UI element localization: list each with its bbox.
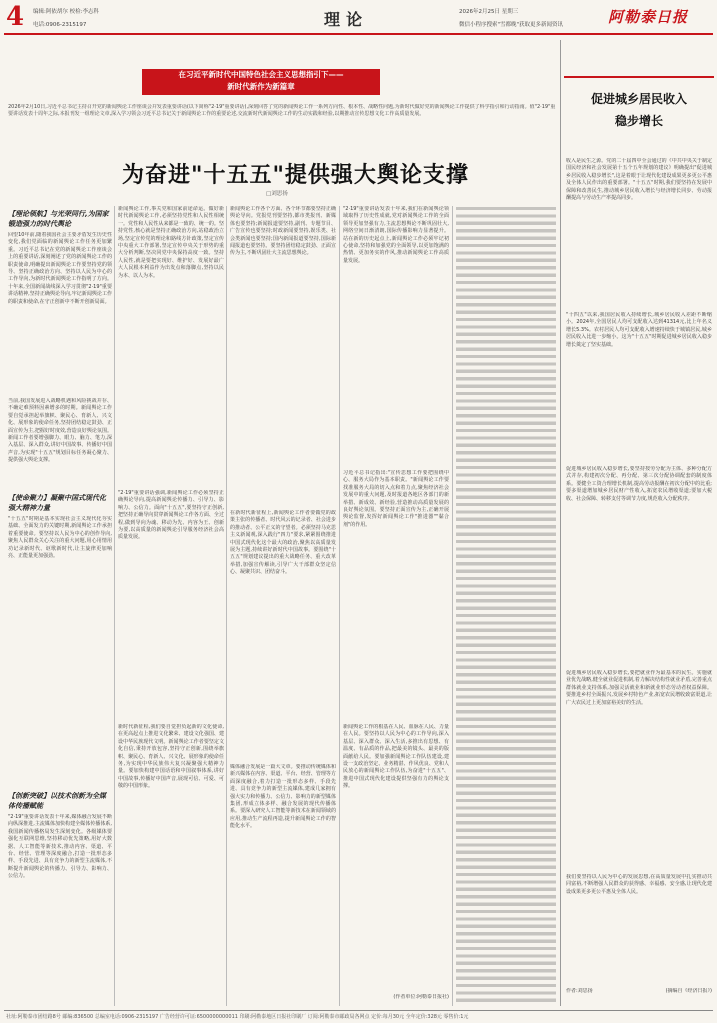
byline: □刘思扬 <box>266 191 288 197</box>
section-title: 理论 <box>324 10 369 29</box>
column-4-paragraph-1: "2·19"重要讲话发表十年来,我们在新闻舆论领域取得了历史性成就,党对新闻舆论工作的全面领导更加坚强有力,主流思想舆论不断巩固壮大,网络空间日渐清朗,国际传播影响力显著提升。站在新的历史起点上,新闻舆论工作必须牢记初心使命,坚持和加强党的全面领导,以更加饱满的热情、更加务实的作风,推动新闻舆论工作高质量发展。 <box>343 206 449 264</box>
column-2-paragraph-2: "2·19"重要讲话强调,新闻舆论工作必须坚持正确舆论导向,提高新闻舆论传播力、引导力、影响力、公信力。面向"十五五",要坚持守正创新,把坚持正确导向贯穿新闻舆论工作各方面、全过程,做到导向为魂、移动为先、内容为王、创新为要,以高质量的新闻舆论引导服务经济社会高质量发展。 <box>118 490 224 541</box>
column-divider <box>339 206 340 1006</box>
column-1-paragraph-2: 当前,我国发展进入战略机遇和风险挑战并存、不确定难预料因素增多的时期。新闻舆论工作要自觉承担起举旗帜、聚民心、育新人、兴文化、展形象的使命任务,坚持团结稳定鼓劲、正面宣传为主,把握好时度效,营造良好舆论氛围。新闻工作者要增强脚力、眼力、脑力、笔力,深入基层、深入群众,讲好中国故事、传播好中国声音,为实现"十五五"规划目标任务凝心聚力、提供强大舆论支撑。 <box>8 398 112 464</box>
subhead-2: 【使命聚力】凝聚中国式现代化强大精神力量 <box>8 494 106 512</box>
column-divider <box>114 206 115 1006</box>
banner-line-1: 在习近平新时代中国特色社会主义思想指引下—— <box>178 70 344 79</box>
page-number: 4 <box>6 2 25 32</box>
column-1-paragraph-4: "2·19"重要讲话发表十年来,媒体融合发展不断向纵深推进,主流媒体加快构建全媒体传播体系,我国新闻传播格局发生深刻变化。各级媒体要强化互联网思维,坚持移动优先策略,用好大数据、人工智能等新技术,推动内容、渠道、平台、经营、管理等深度融合,打造一批形态多样、手段先进、具有竞争力的新型主流媒体,不断提升新闻舆论的传播力、引导力、影响力、公信力。 <box>8 814 112 880</box>
sidebar-paragraph-3: 促进城乡居民收入稳步增长,要坚持按劳分配为主体、多种分配方式并存,构建初次分配、再分配、第三次分配协调配套的制度体系。要健全工资合理增长机制,提高劳动报酬在初次分配中的比重;要多渠道增加城乡居民财产性收入,拓宽农民增收渠道;要加大税收、社会保障、转移支付等调节力度,规范收入分配秩序。 <box>566 466 712 502</box>
sidebar-divider <box>560 40 561 1006</box>
column-divider <box>226 206 227 1006</box>
sidebar-article-title <box>572 88 706 132</box>
footer-rule <box>4 1010 713 1011</box>
banner-line-2: 新时代新作为新篇章 <box>227 82 295 91</box>
author-affiliation: (作者单位:阿勒泰日报社) <box>393 994 449 1000</box>
scan-line: 微信小程序搜索"雪都晚"获取更多新闻资讯 <box>459 22 564 28</box>
phone-line: 电话:0906-2315197 <box>33 22 87 28</box>
column-divider <box>452 206 453 1006</box>
sidebar-paragraph-1: 收入是民生之源。党的二十届四中全会通过的《中共中央关于制定国民经济和社会发展第十五个五年规划的建议》明确提出"促进城乡居民收入稳步增长",这是着眼于让现代化建设成果更多更公平惠及全体人民作出的重要部署。"十五五"时期,我们要坚持在发展中保障和改善民生,推动城乡居民收入增长与经济增长同步、劳动报酬提高与劳动生产率提高同步。 <box>566 158 712 202</box>
date-line: 2026年2月25日 星期三 <box>459 9 519 15</box>
sidebar-title-line-1: 促进城乡居民收入 <box>590 92 687 106</box>
column-1-paragraph-3: "十五五"时期是基本实现社会主义现代化夯实基础、全面发力的关键时期,新闻舆论工作承担着重要使命。要坚持以人民为中心的创作导向,聚焦人民群众关心关注的重大问题,用心用情用功记录新时代、讴歌新时代,让主旋律更加响亮、正能量更加强劲。 <box>8 516 112 560</box>
subhead-1: 【理论领航】与光荣同行,为国家锻造强力的时代舆论 <box>8 210 109 228</box>
column-4-paragraph-2: 习近平总书记指出:"宣传思想工作要把围绕中心、服务大局作为基本职责。"新闻舆论工作要找准服务大局的切入点和着力点,聚焦经济社会发展中的重大问题,及时报道各地区各部门的新举措、新成效、新经验,营造推动高质量发展的良好舆论氛围。要坚持正面宣传为主,正确开展舆论监督,发挥好新闻舆论工作"推进器""黏合剂"的作用。 <box>343 470 449 528</box>
continued-text-block <box>456 206 556 1002</box>
column-3-paragraph-1: 新闻舆论工作各个方面、各个环节都要坚持正确舆论导向。党报党刊要坚持,都市类报刊、新媒体也要坚持;新闻报道要坚持,副刊、专题节目、广告宣传也要坚持;时政新闻要坚持,娱乐类、社会类新闻也要坚持;国内新闻报道要坚持,国际新闻报道也要坚持。要坚持团结稳定鼓劲、正面宣传为主,不断巩固壮大主流思想舆论。 <box>230 206 336 257</box>
column-2-paragraph-1: 新闻舆论工作,事关党和国家前途命运。做好新时代新闻舆论工作,必须坚持党性和人民性相统一。党性和人民性从来都是一致的、统一的。坚持党性,核心就是坚持正确政治方向,站稳政治立场,坚定宣传党的理论和路线方针政策,坚定宣传中央重大工作部署,坚定宣传中央关于形势的重大分析判断,坚决同党中央保持高度一致。坚持人民性,就是要把实现好、维护好、发展好最广大人民根本利益作为出发点和落脚点,坚持以民为本、以人为本。 <box>118 206 224 279</box>
header-rule <box>4 33 713 35</box>
sidebar-title-line-2: 稳步增长 <box>614 114 663 128</box>
column-3-paragraph-3: 媒体融合发展是一篇大文章。要推动传统媒体和新兴媒体在内容、渠道、平台、经营、管理等方面深度融合,着力打造一批形态多样、手段先进、具有竞争力的新型主流媒体,建成几家拥有强大实力和传播力、公信力、影响力的新型媒体集团,形成立体多样、融合发展的现代传播体系。要深入研究人工智能等新技术在新闻领域的应用,推动生产流程再造,提升新闻舆论工作的智能化水平。 <box>230 764 336 830</box>
column-2-paragraph-3: 新时代新征程,我们要自觉担负起新的文化使命,在更高起点上推进文化繁荣、建设文化强国、建设中华民族现代文明。新闻舆论工作者要坚定文化自信,秉持开放包容,坚持守正创新,围绕举旗帜、聚民心、育新人、兴文化、展形象的使命任务,为实现中华民族伟大复兴凝聚强大精神力量。要加快构建中国话语和中国叙事体系,讲好中国故事,传播好中国声音,展现可信、可爱、可敬的中国形象。 <box>118 724 224 790</box>
editor-line: 编辑:阿依胡尔 校检:李志科 <box>33 9 99 15</box>
column-4-paragraph-3: 新闻舆论工作的根基在人民、血脉在人民、力量在人民。要坚持以人民为中心的工作导向,深入基层、深入群众、深入生活,多推出有思想、有温度、有品质的作品,把最美的镜头、最美的版面献给人民。要加强新闻舆论工作队伍建设,建设一支政治坚定、业务精湛、作风优良、党和人民放心的新闻舆论工作队伍,为奋进"十五五"、推进中国式现代化建设提供坚强有力的舆论支撑。 <box>343 724 449 790</box>
sidebar-paragraph-4: 促进城乡居民收入稳步增长,要把就业作为最基本的民生。实施就业优先战略,健全就业促进机制,着力解决结构性就业矛盾,完善重点群体就业支持体系,加强灵活就业和新就业形态劳动者权益保障。要推进乡村全面振兴,发展乡村特色产业,拓宽农民增收致富渠道,让广大农民过上更加富裕美好的生活。 <box>566 670 712 706</box>
sidebar-paragraph-2: "十四五"以来,我国居民收入持续增长,城乡居民收入差距不断缩小。2024年,全国居民人均可支配收入达到41314元,比上年名义增长5.3%。农村居民人均可支配收入增速持续快于城镇居民,城乡居民收入比进一步缩小。这为"十五五"时期促进城乡居民收入稳步增长奠定了坚实基础。 <box>566 312 712 348</box>
column-1-paragraph-1: 回望10年前,随着我国社会主要矛盾发生历史性变化,我们党面临的新闻舆论工作任务更加繁重。习近平总书记在党的新闻舆论工作座谈会上的重要讲话,深刻阐述了党的新闻舆论工作的职责使命,明确提出新闻舆论工作要坚持党的领导、坚持正确政治方向、坚持以人民为中心的工作导向,为新时代新闻舆论工作指明了方向。十年来,全国新闻战线深入学习贯彻"2·19"重要讲话精神,坚持正确舆论导向,牢记新闻舆论工作的职责和使命,在守正创新中不断开创新局面。 <box>8 232 112 305</box>
lead-paragraph: 2026年2月10日,习近平总书记主持召开党的新闻舆论工作座谈会并发表重要讲话(以下简称"2·19"重要讲话),深刻回答了党的新闻舆论工作一系列方向性、根本性、战略性问题,为新时代做好党的新闻舆论工作提供了科学指引和行动指南。值"2·19"重要讲话发表十周年之际,本报刊发一组理论文章,深入学习领会习近平总书记关于新闻舆论工作的重要论述,交流新时代新闻舆论工作的生动实践和经验,以期推动宣传思想文化工作高质量发展。 <box>8 104 556 118</box>
column-banner <box>142 69 380 95</box>
newspaper-logo: 阿勒泰日报 <box>608 8 689 26</box>
subhead-3: 【创新突破】以技术创新为全媒体传播赋能 <box>8 792 106 810</box>
footer-info: 社址:阿勒泰市团结路8号 邮编:836500 总编室电话:0906-2315197 广告经营许可证:6500000000011 印刷:阿勒泰地区日报社印刷厂 订阅:阿勒泰市邮政局各网点 定价:每月30元 全年定价:328元 零售价:1元 <box>6 1014 469 1020</box>
article-headline: 为奋进"十五五"提供强大舆论支撑 <box>122 162 469 188</box>
sidebar-paragraph-5: 我们要坚持以人民为中心的发展思想,在高质量发展中扎实推动共同富裕,不断增强人民群众的获得感、幸福感、安全感,让现代化建设成果更多更公平惠及全体人民。 <box>566 874 712 895</box>
sidebar-source: (摘编自《经济日报》) <box>665 988 712 994</box>
column-3-paragraph-2: 在新时代新征程上,新闻舆论工作者要做党的政策主张的传播者、时代风云的记录者、社会进步的推动者、公平正义的守望者。必须坚持马克思主义新闻观,深入践行"四力"要求,紧紧围绕推进中国式现代化这个最大的政治,聚焦以高质量发展为主题,持续讲好新时代中国故事。要围绕"十五五"规划建议提出的重大战略任务、重大改革举措,加强宣传解读,引导广大干部群众坚定信心、凝聚共识、团结奋斗。 <box>230 510 336 576</box>
sidebar-author: 作者:刘思扬 <box>566 988 593 994</box>
